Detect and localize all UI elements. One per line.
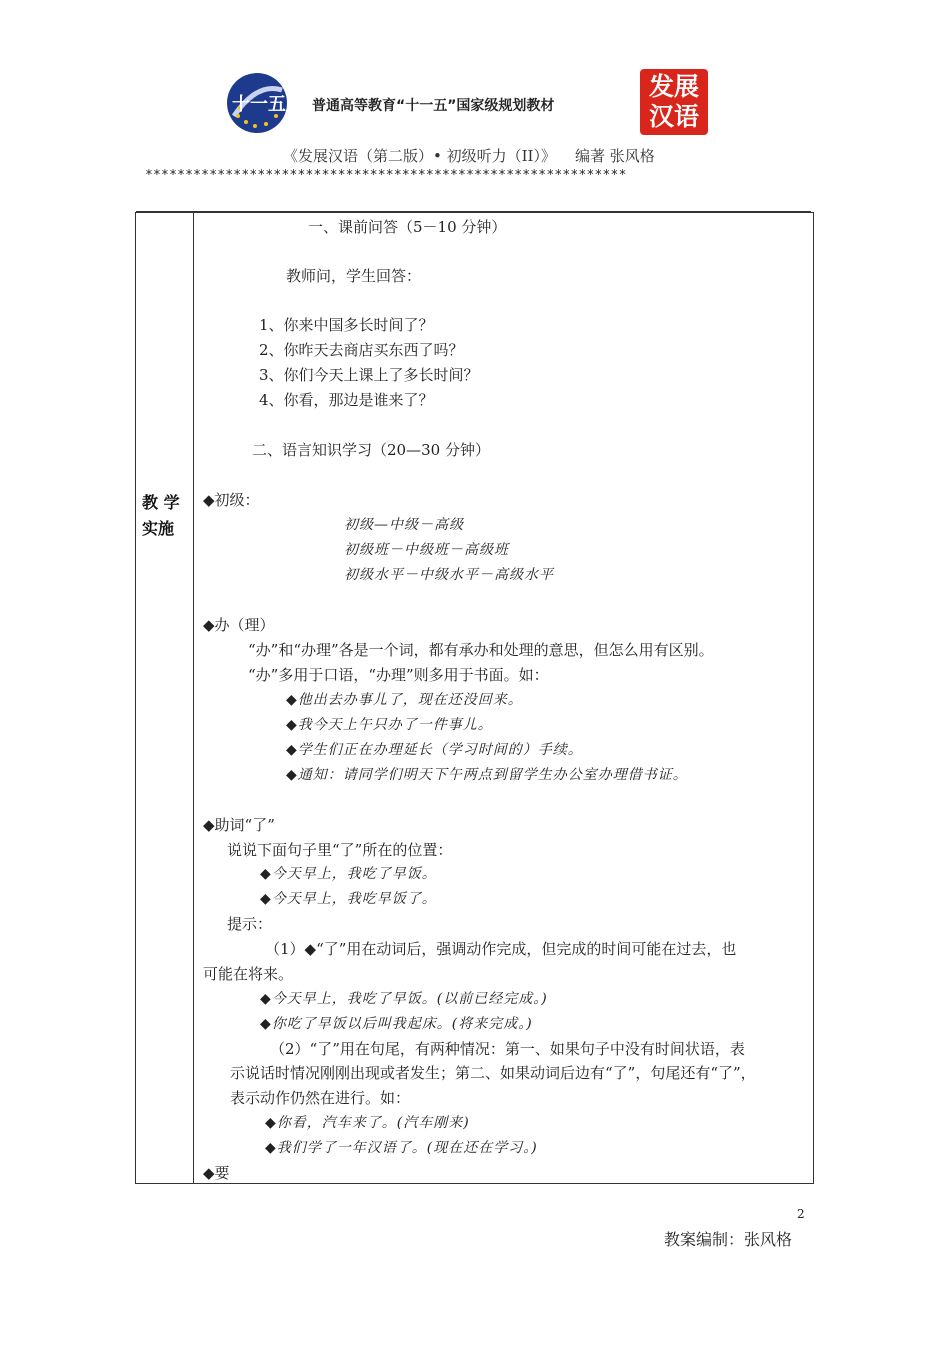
topic-heading: ◆要 <box>203 1164 230 1182</box>
topic-heading: ◆初级： <box>203 491 260 509</box>
star-divider: ************************************************************ <box>145 168 627 183</box>
question-item: 2、你昨天去商店买东西了吗？ <box>259 341 464 359</box>
example-line: 初级水平－中级水平－高级水平 <box>344 567 554 583</box>
side-label-line2: 实施 <box>142 519 175 538</box>
explanation-text: 可能在将来。 <box>203 965 294 983</box>
footer-editor: 教案编制：张风格 <box>664 1230 793 1249</box>
example-line: 初级班－中级班－高级班 <box>344 542 509 558</box>
logo-emblem-icon <box>226 72 288 134</box>
side-label-line1: 教 学 <box>142 493 180 512</box>
example-sentence: ◆你吃了早饭以后叫我起床。(将来完成。) <box>260 1016 533 1032</box>
logo-emblem-text: 十一五 <box>232 94 286 115</box>
table-column-divider <box>193 213 194 1183</box>
question-item: 3、你们今天上课上了多长时间？ <box>259 366 479 384</box>
example-sentence: ◆学生们正在办理延长（学习时间的）手续。 <box>286 742 583 758</box>
section-heading-1: 一、课前问答（5－10 分钟） <box>308 218 507 236</box>
instruction-text: 教师问，学生回答： <box>286 267 422 285</box>
brand-logo <box>640 69 708 135</box>
example-sentence: ◆今天早上，我吃早饭了。 <box>260 891 437 907</box>
explanation-text: “办”和“办理”各是一个词，都有承办和处理的意思，但怎么用有区别。 <box>248 641 714 659</box>
section-heading-2: 二、语言知识学习（20—30 分钟） <box>252 441 490 459</box>
explanation-text: “办”多用于口语，“办理”则多用于书面。如： <box>248 666 549 684</box>
example-sentence: ◆我们学了一年汉语了。(现在还在学习。) <box>265 1140 538 1156</box>
table-top-rule <box>136 211 811 212</box>
example-sentence: ◆他出去办事儿了，现在还没回来。 <box>286 692 523 708</box>
page-number: 2 <box>797 1207 805 1221</box>
question-item: 4、你看，那边是谁来了？ <box>259 391 434 409</box>
topic-heading: ◆办（理） <box>203 616 275 634</box>
example-sentence: ◆我今天上午只办了一件事儿。 <box>286 717 493 733</box>
brand-logo-line2: 汉语 <box>648 102 699 131</box>
series-title: 普通高等教育“十一五”国家级规划教材 <box>312 98 555 114</box>
explanation-text: （2）“了”用在句尾，有两种情况：第一、如果句子中没有时间状语，表 <box>270 1040 745 1058</box>
example-sentence: ◆今天早上，我吃了早饭。(以前已经完成。) <box>260 991 548 1007</box>
hint-label: 提示： <box>227 915 273 933</box>
example-line: 初级—中级－高级 <box>344 517 464 533</box>
side-label <box>142 490 188 542</box>
example-sentence: ◆你看，汽车来了。(汽车刚来) <box>265 1115 470 1131</box>
example-sentence: ◆通知：请同学们明天下午两点到留学生办公室办理借书证。 <box>286 767 688 783</box>
explanation-text: 示说话时情况刚刚出现或者发生；第二、如果动词后边有“了”，句尾还有“了”， <box>230 1064 756 1082</box>
question-item: 1、你来中国多长时间了？ <box>259 316 434 334</box>
explanation-text: 表示动作仍然在进行。如： <box>230 1089 411 1107</box>
topic-heading: ◆助词“了” <box>203 816 275 834</box>
brand-logo-line1: 发展 <box>648 72 699 101</box>
example-sentence: ◆今天早上，我吃了早饭。 <box>260 866 437 882</box>
explanation-text: 说说下面句子里“了”所在的位置： <box>227 841 453 859</box>
explanation-text: （1）◆“了”用在动词后，强调动作完成，但完成的时间可能在过去，也 <box>265 940 737 958</box>
book-subtitle: 《发展汉语（第二版）• 初级听力（II）》 编著 张风格 <box>283 147 655 165</box>
